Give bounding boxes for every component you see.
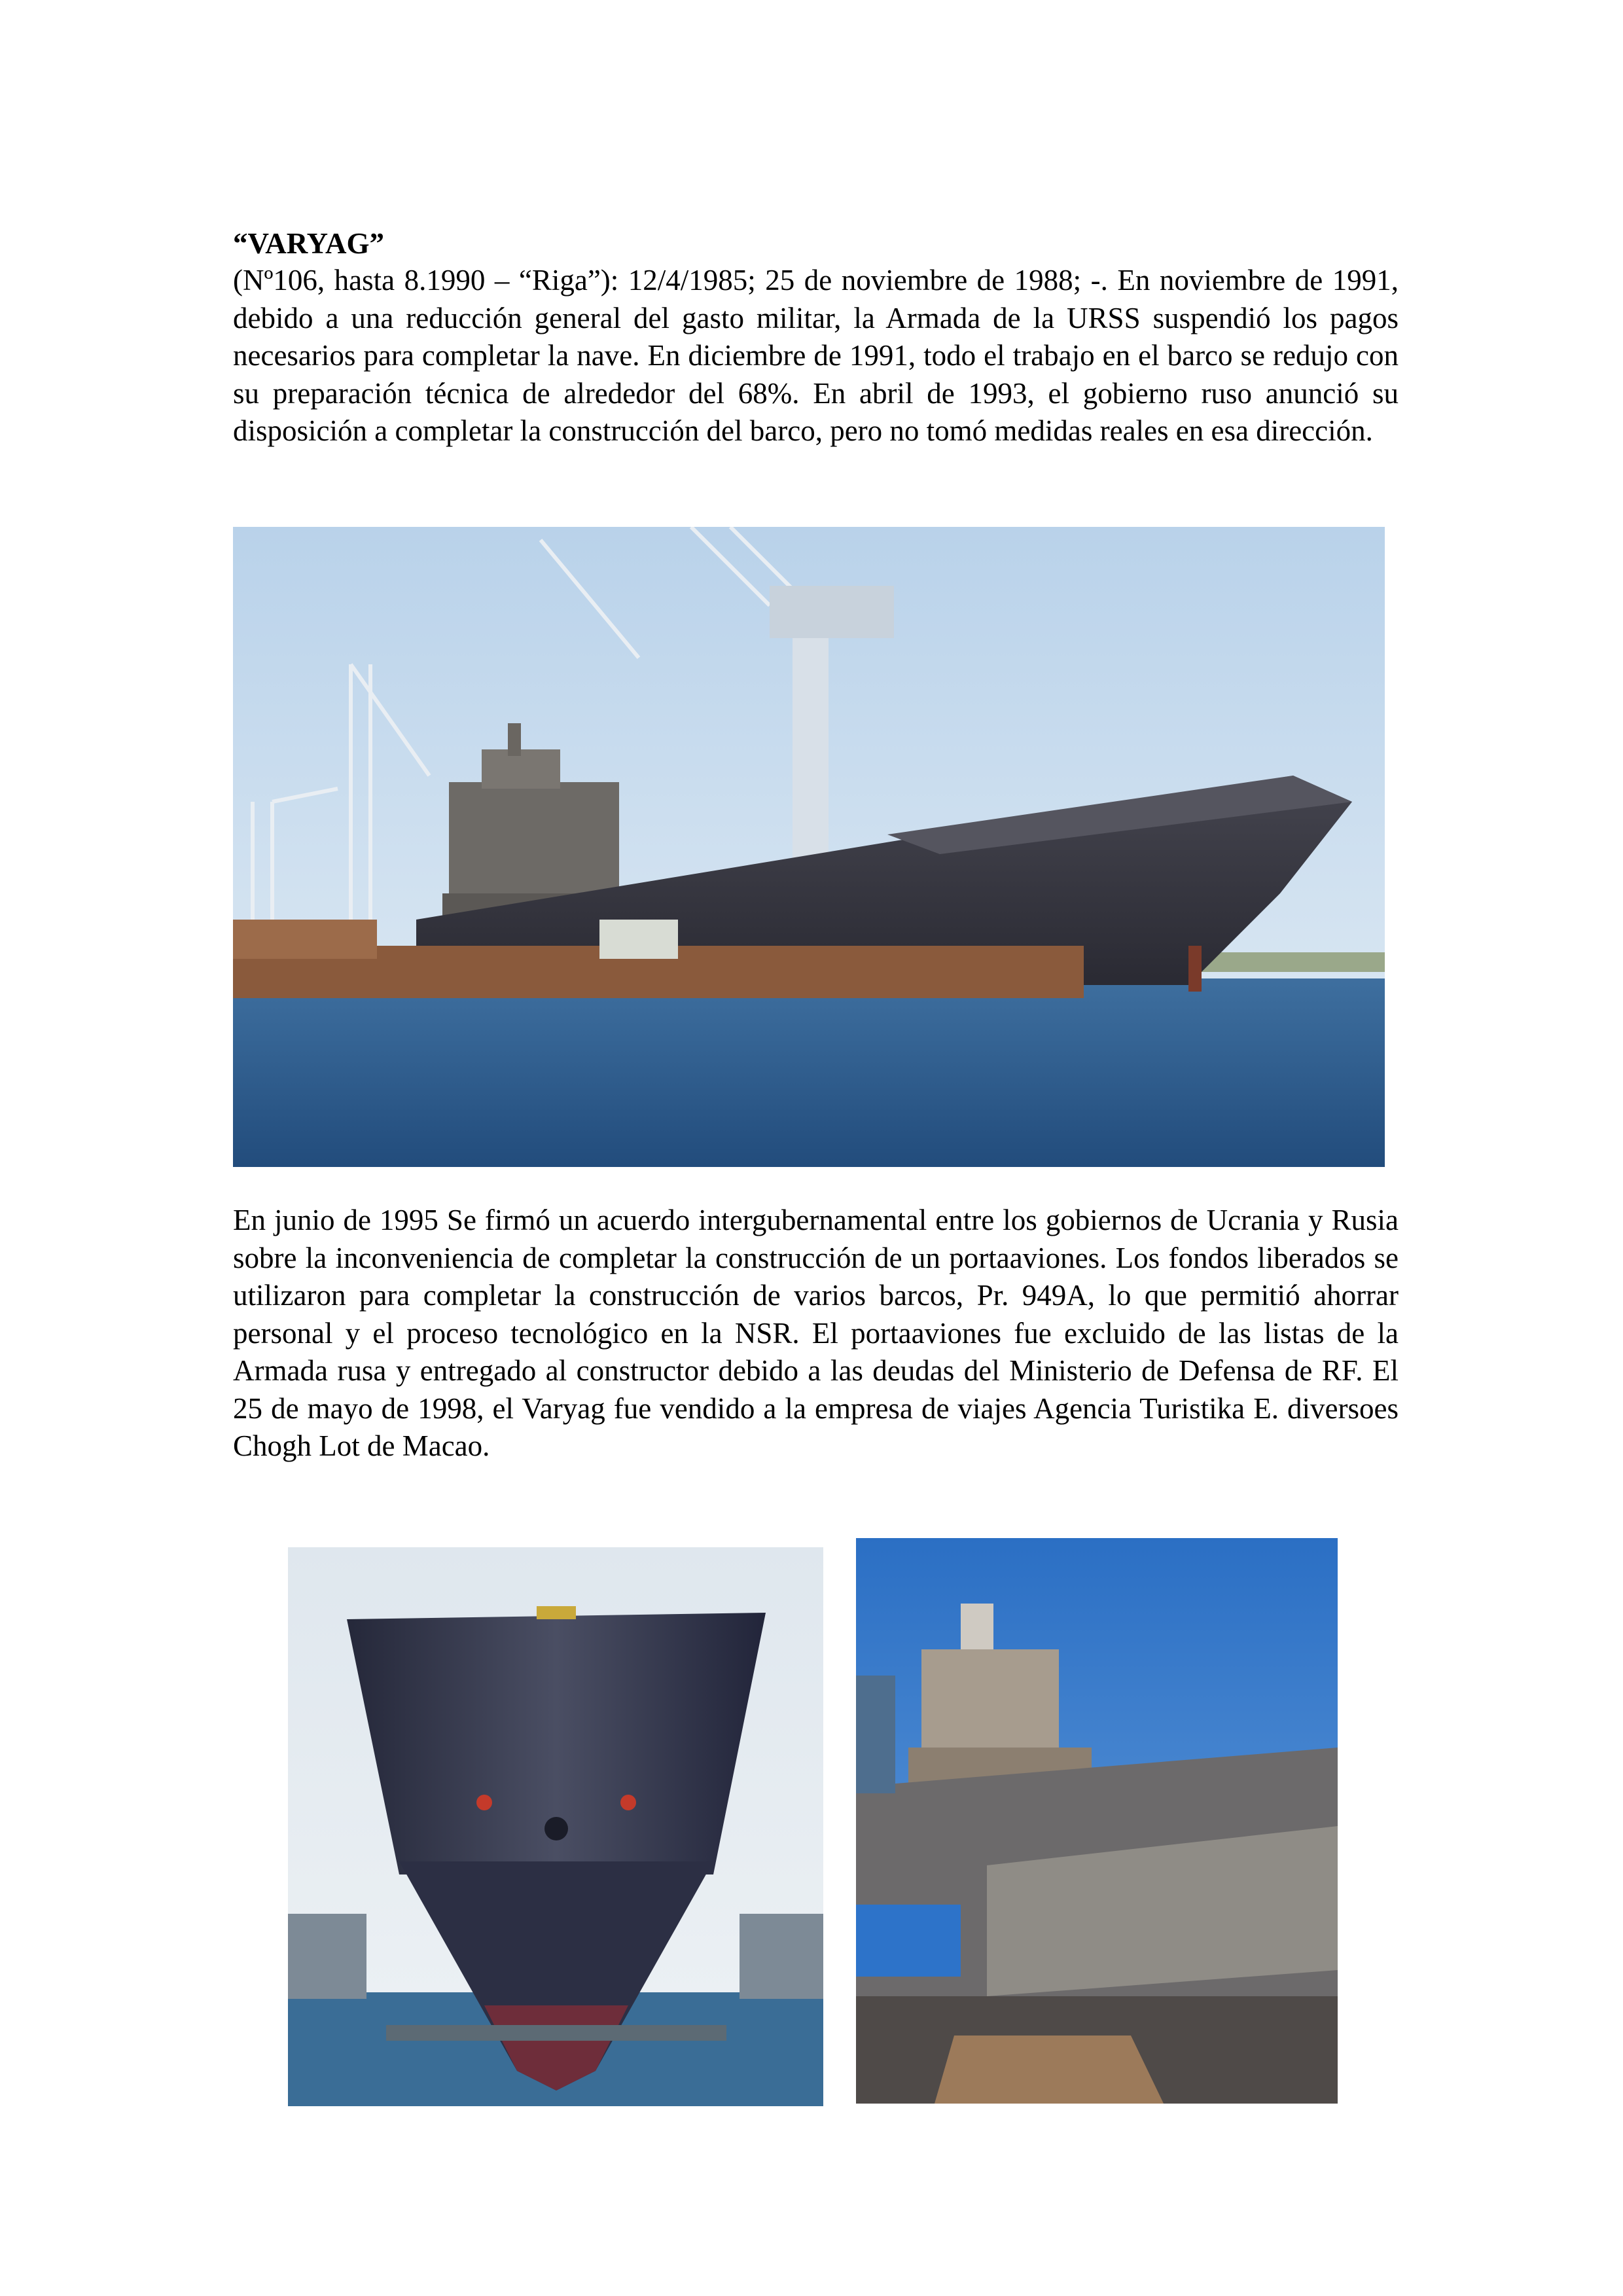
paragraph-sale: En junio de 1995 Se firmó un acuerdo intergubernamental entre los gobiernos de Ucrania y Rusia sobre la inconveniencia de completar la construcción de un portaaviones. Los fondos liberados se utilizaron para completar la construcción de varios barcos, Pr. 949A, lo que permitió ahorrar personal y el proceso tecnológico en la NSR. El portaaviones fue excluido de las listas de la Armada rusa y entregado al constructor debido a las deudas del Ministerio de Defensa de RF. El 25 de mayo de 1998, el Varyag fue vendido a la empresa de viajes Agencia Turistika E. diversoes Chogh Lot de Macao.	[233, 1204, 1399, 1462]
carrier-bow-photo	[288, 1547, 823, 2106]
paragraph-intro: (Nº106, hasta 8.1990 – “Riga”): 12/4/1985; 25 de noviembre de 1988; -. En noviembre de 1991, debido a una reducción general del gasto militar, la Armada de la URSS suspendió los pagos necesarios para completar la nave. En diciembre de 1991, todo el trabajo en el barco se redujo con su preparación técnica de alrededor del 68%. En abril de 1993, el gobierno ruso anunció su disposición a completar la construcción del barco, pero no tomó medidas reales en esa dirección.	[233, 264, 1399, 447]
carrier-shipyard-photo	[233, 527, 1385, 1167]
carrier-island-photo	[856, 1538, 1338, 2104]
document-title: “VARYAG”	[233, 227, 384, 260]
